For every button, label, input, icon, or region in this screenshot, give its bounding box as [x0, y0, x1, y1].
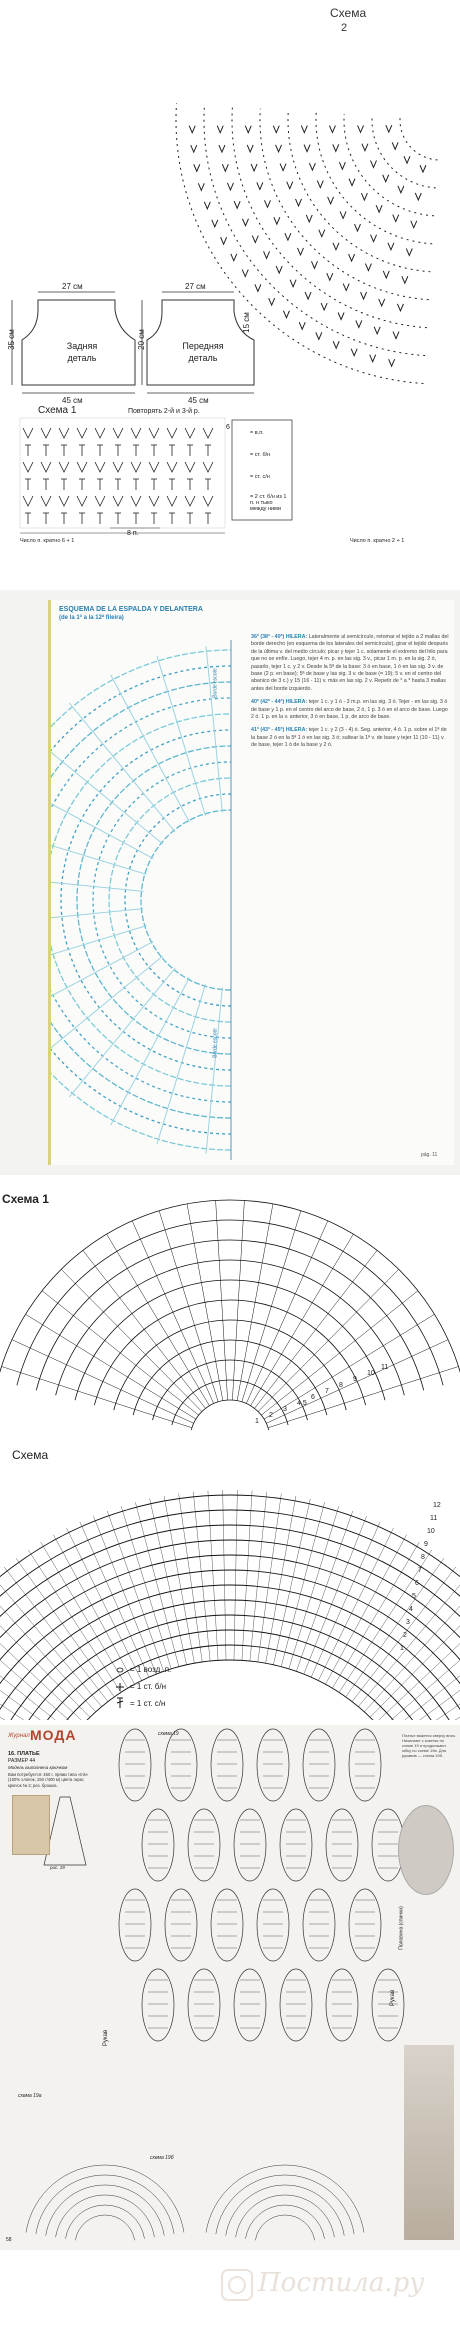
v-stitch	[361, 292, 367, 299]
para1-text: Lateralmente al semicírculo, retomar el tejido a 2 mallas del borde derecho (en esquema de los laterales del semicírculo), girar el tejido después de la última v. del medio círculo; picar y tejer 1 c. solamente el extremo del hilo para que no se enfíe. Luego, tejer 4 m. p. en las sig. 3 v., picar 1 m. p. en la sig. 2 ó, pasarlo, tejer 1 c. y 2 v. Desde la 5ª de la base: 3 ó en base, 1 ó en las sig. 3 v. de base (2 p. en base); 5ª de base y las sig. 3 v. de base (= 19); 5 v. en el centro del abanico de 3 c.) y 15 (16 - 11) v. más en las sig. 2 v. Repetir de * a * hasta 3 mallas antes del borde izquierdo.	[251, 634, 449, 692]
v-stitch	[319, 230, 325, 237]
lace-detail-circle	[398, 1805, 454, 1895]
v-stitch	[255, 284, 261, 291]
grid-v-stitch	[23, 496, 33, 506]
schema-arc-row-number: 10	[427, 1528, 435, 1535]
watermark-text: Постила.ру	[258, 2268, 425, 2298]
sleeve-arc	[236, 2195, 335, 2237]
grid-v-stitch	[23, 428, 33, 438]
v-stitch	[351, 349, 357, 356]
v-stitch	[383, 175, 389, 182]
side-label-top: Borde escote	[212, 668, 219, 698]
grid-v-stitch	[185, 496, 195, 506]
v-stitch	[212, 220, 218, 227]
arc-legend-sc: = 1 ст. б/н	[130, 1682, 167, 1691]
schema-1-row-number: 11	[381, 1364, 389, 1371]
legend-ch: = в.п.	[250, 430, 264, 436]
multiple-right: Число п. кратно 2 + 1	[350, 538, 405, 544]
v-stitch	[362, 144, 368, 151]
v-stitch	[333, 341, 339, 348]
v-stitch	[388, 243, 394, 250]
v-stitch	[371, 235, 377, 242]
v-stitch	[290, 280, 296, 287]
v-stitch	[327, 273, 333, 280]
blue-ray	[51, 909, 143, 925]
fan3-ray	[261, 1291, 418, 1415]
fan-ring	[316, 112, 432, 244]
schema-19-label: схема 19	[158, 1731, 179, 1737]
v-stitch	[386, 125, 392, 132]
fan3-ray	[266, 1340, 448, 1424]
v-stitch	[274, 217, 280, 224]
header-sub: (de la 1ª a la 12ª fileira)	[59, 615, 124, 621]
grid-v-stitch	[59, 462, 69, 472]
fan3-ray	[26, 1314, 196, 1419]
v-stitch	[411, 221, 417, 228]
blue-ray	[51, 926, 147, 974]
v-stitch	[354, 224, 360, 231]
v-stitch	[311, 261, 317, 268]
blue-ray	[157, 656, 205, 816]
v-stitch	[191, 145, 197, 152]
grid-v-stitch	[167, 428, 177, 438]
fan3-ray	[159, 1211, 218, 1402]
grid-v-stitch	[59, 496, 69, 506]
v-stitch	[349, 254, 355, 261]
magazine-page	[48, 600, 454, 1165]
v-stitch	[370, 160, 376, 167]
v-stitch	[273, 126, 279, 133]
blue-ray	[206, 988, 222, 1154]
v-stitch	[420, 165, 426, 172]
model-photo-small	[12, 1795, 50, 1855]
fan3-ray	[107, 1234, 210, 1406]
v-stitch	[309, 163, 315, 170]
grid-v-stitch	[77, 462, 87, 472]
fan3-ray	[12, 1340, 194, 1424]
dress-page-diagrams	[0, 1725, 460, 2250]
brand-small: Журнал	[8, 1733, 30, 1739]
v-stitch	[252, 236, 258, 243]
v-stitch	[264, 251, 270, 258]
repeat-note: Повторять 2-й и 3-й р.	[128, 408, 200, 415]
back-piece-label: Задняя деталь	[66, 341, 98, 363]
v-stitch	[299, 322, 305, 329]
schema-2-fan-chart	[0, 0, 460, 550]
fan3-ray	[264, 1314, 434, 1419]
v-stitch	[343, 284, 349, 291]
sleeve-arc	[36, 2175, 174, 2234]
schema-arc-row-number: 7	[418, 1567, 422, 1574]
v-stitch	[269, 298, 275, 305]
v-stitch	[402, 276, 408, 283]
v-stitch	[328, 197, 334, 204]
blue-ray	[51, 780, 153, 859]
schema-1-row-number: 8	[339, 1382, 343, 1389]
grid-v-stitch	[203, 496, 213, 506]
v-stitch	[217, 126, 223, 133]
v-stitch	[333, 144, 339, 151]
v-stitch	[219, 145, 225, 152]
grid-v-stitch	[41, 462, 51, 472]
side-label-bottom: Borde escote	[212, 1028, 219, 1058]
v-stitch	[242, 219, 248, 226]
grid-v-stitch	[41, 428, 51, 438]
v-stitch	[287, 182, 293, 189]
multiple-left: Число п. кратно 6 + 1	[20, 538, 75, 544]
dim-top-back: 27 см	[62, 282, 83, 291]
fan3-ring	[36, 1240, 423, 1390]
para3-text: tejer 1 c. y 2 (3 - 4) ó. Seg. anterior, 4 ó. 1 p. sobre el 1ª de la base 2 ó en la 5ª 1 ó en las sig. 3 ó; saltear la 1ª v. de base y tejer 11 (10 - 11) v. de base, tejer 1 ó de la base y 2 ó.	[251, 727, 447, 749]
half-front-label: Половина (спинки)	[398, 1906, 405, 1950]
fan3-ray	[242, 1211, 301, 1402]
grid-v-stitch	[77, 428, 87, 438]
blue-ray	[69, 703, 175, 832]
schema-arc-row-number: 11	[430, 1515, 438, 1522]
watermark-area	[0, 2250, 460, 2329]
schema-2-number: 2	[341, 22, 348, 34]
arc-legend-dc: = 1 ст. с/н	[130, 1699, 166, 1708]
page-number-58: 58	[6, 2237, 12, 2243]
v-stitch	[376, 205, 382, 212]
fan3-ray	[2, 1366, 192, 1427]
grid-v-stitch	[113, 496, 123, 506]
grid-v-stitch	[95, 462, 105, 472]
v-stitch	[189, 126, 195, 133]
dim-top-front: 27 см	[185, 282, 206, 291]
page-number: pág. 11	[421, 1152, 438, 1158]
panel-schema-1-fan	[0, 1190, 460, 1435]
v-stitch	[321, 303, 327, 310]
v-stitch	[404, 156, 410, 163]
rapport-label: 8 п.	[127, 530, 139, 537]
v-stitch	[276, 266, 282, 273]
schema-1-row-number: 4,5	[297, 1400, 307, 1407]
schema-1-row-number: 3	[283, 1406, 287, 1413]
sleeve-arc	[216, 2175, 354, 2234]
arc-legend-ch: = 1 возд. п.	[130, 1665, 172, 1674]
v-stitch	[370, 355, 376, 362]
schema-2-title: Схема	[330, 6, 367, 20]
grid-v-stitch	[131, 428, 141, 438]
v-stitch	[338, 313, 344, 320]
v-stitch	[392, 142, 398, 149]
dim-yoke-front: 15 см	[241, 312, 251, 333]
item-title: 16. ПЛАТЬЕ	[8, 1751, 40, 1757]
fan3-ray	[42, 1291, 199, 1415]
grid-v-stitch	[167, 462, 177, 472]
v-stitch	[365, 264, 371, 271]
blue-ray	[51, 738, 163, 844]
schema-1-row-number: 10	[367, 1370, 375, 1377]
legend-dc: = ст. с/н	[250, 474, 270, 480]
panel-schema-1-2	[0, 0, 460, 550]
model-note: Модель выполнена крючком	[8, 1765, 68, 1770]
sleeve-left-label: Рукав	[103, 2029, 110, 2047]
schema-arc-row-number: 6	[415, 1580, 419, 1587]
fan-ring	[344, 114, 434, 216]
v-stitch	[397, 304, 403, 311]
v-stitch	[305, 292, 311, 299]
sleeve-arc	[56, 2195, 155, 2237]
v-stitch	[280, 164, 286, 171]
fan3-ray	[268, 1366, 458, 1427]
schema-19a-label: схема 19а	[18, 2093, 42, 2099]
panel-schema-arc	[0, 1440, 460, 1720]
v-stitch	[361, 193, 367, 200]
fan3-ray	[61, 1269, 202, 1411]
v-stitch	[415, 193, 421, 200]
schema-1-fan-chart	[0, 1190, 460, 1435]
v-stitch	[406, 248, 412, 255]
blue-ray	[51, 875, 143, 891]
v-stitch	[393, 332, 399, 339]
para3-title: 41ª (43ª - 45ª) HILERA:	[251, 727, 308, 734]
v-stitch	[356, 320, 362, 327]
v-stitch	[222, 164, 228, 171]
v-stitch	[393, 215, 399, 222]
grid-v-stitch	[149, 462, 159, 472]
sleeve-arc	[75, 2215, 134, 2240]
header-title: ESQUEMA DE LA ESPALDA Y DELANTERA	[59, 606, 203, 613]
fan3-ring	[191, 1400, 268, 1430]
grid-v-stitch	[113, 462, 123, 472]
schema-1-row-number: 9	[353, 1376, 357, 1383]
blue-ray	[157, 984, 205, 1144]
schema-arc-row-number: 5	[412, 1593, 416, 1600]
v-stitch	[329, 126, 335, 133]
sleeve-arc	[255, 2215, 314, 2240]
sleeve-arc	[46, 2185, 165, 2236]
v-stitch	[297, 248, 303, 255]
grid-v-stitch	[131, 496, 141, 506]
grid-v-stitch	[203, 462, 213, 472]
v-stitch	[231, 254, 237, 261]
v-stitch	[276, 145, 282, 152]
v-stitch	[242, 270, 248, 277]
v-stitch	[194, 164, 200, 171]
grid-v-stitch	[185, 428, 195, 438]
grid-v-stitch	[113, 428, 123, 438]
grid-v-stitch	[203, 428, 213, 438]
brand-big: МОДА	[30, 1727, 77, 1743]
v-stitch	[283, 311, 289, 318]
size-line: РАЗМЕР 44	[8, 1758, 36, 1764]
v-stitch	[251, 164, 257, 171]
arc-legend-symbols	[0, 1440, 460, 1720]
fan3-ray	[251, 1234, 354, 1406]
grid-v-stitch	[95, 428, 105, 438]
schema-arc-row-number: 1	[400, 1645, 404, 1652]
schema-1-row-number: 2	[269, 1412, 273, 1419]
blue-ray	[51, 826, 147, 874]
v-stitch	[339, 162, 345, 169]
model-photo-large	[404, 2045, 454, 2240]
schema-arc-row-number: 3	[406, 1619, 410, 1626]
v-stitch	[349, 179, 355, 186]
dim-height-front: 20 см	[136, 329, 146, 350]
grid-v-stitch	[41, 496, 51, 506]
v-stitch	[304, 145, 310, 152]
v-stitch	[227, 183, 233, 190]
fan-ring	[400, 117, 437, 159]
para2-text: tejer 1 c. y 1 ó - 3 m.p. en las sig. 3 ó. Tejer - en las sig. 3 ó de base y 1 p. en el centro del arco de base, 2 ó, 1 p. 3 ó en el arco de base. Luego 2 ó. 1 p. en la v. anterior, 3 ó en base, 1 p. de arco de base.	[251, 699, 448, 721]
fan-ring	[260, 109, 429, 300]
panel-spanish-page	[0, 590, 460, 1175]
row-count: 6	[226, 424, 230, 431]
grid-v-stitch	[149, 428, 159, 438]
sleeve-arc	[226, 2185, 345, 2236]
schema-1-row-number: 6	[311, 1394, 315, 1401]
front-piece-label: Передняя деталь	[182, 341, 224, 363]
para1-title: 36ª (38ª - 40ª) HILERA:	[251, 634, 308, 640]
legend-sc: = ст. б/н	[250, 452, 271, 458]
schema-1-row-number: 1	[255, 1418, 259, 1425]
v-stitch	[379, 299, 385, 306]
fan-ring	[288, 110, 430, 271]
blue-ray	[51, 941, 153, 1020]
v-stitch	[333, 243, 339, 250]
grid-v-stitch	[185, 462, 195, 472]
v-stitch	[285, 233, 291, 240]
v-stitch	[245, 126, 251, 133]
v-stitch	[383, 271, 389, 278]
v-stitch	[247, 145, 253, 152]
v-stitch	[296, 199, 302, 206]
v-stitch	[234, 201, 240, 208]
v-stitch	[257, 182, 263, 189]
v-stitch	[204, 202, 210, 209]
fan-ring	[372, 116, 436, 188]
v-stitch	[317, 181, 323, 188]
materials: Вам потребуется: 450 г. пряжи типа «Iris» (100% хлопок, 150 г/400 м) цвета экрю; крючок № 2; рез. брошка.	[8, 1772, 89, 1788]
legend-v: = 2 ст. б/н из 1 п. н тыко между ними	[250, 494, 287, 512]
schema-19b-label: схема 19б	[150, 2155, 174, 2161]
v-stitch	[340, 211, 346, 218]
grid-v-stitch	[23, 462, 33, 472]
schema-1-title: Схема 1	[38, 405, 77, 416]
fig-label: рис. 19	[50, 1865, 65, 1870]
schema-arc-row-number: 8	[421, 1554, 425, 1561]
v-stitch	[389, 359, 395, 366]
schema-1-row-number: 7	[325, 1388, 329, 1395]
v-stitch	[301, 126, 307, 133]
grid-v-stitch	[59, 428, 69, 438]
schema-arc-row-number: 4	[409, 1606, 413, 1613]
grid-v-stitch	[77, 496, 87, 506]
dim-bottom-front: 45 см	[188, 396, 209, 405]
side-text: Платье вяжется сверху вниз. Начинают с кокетки по схеме 19 и продолжают юбку по схеме 19а. Для рукавов — схема 19б.	[402, 1733, 456, 1758]
grid-v-stitch	[131, 462, 141, 472]
grid-v-stitch	[149, 496, 159, 506]
grid-v-stitch	[167, 496, 177, 506]
schema-1-fan-title: Схема 1	[2, 1192, 49, 1206]
v-stitch	[374, 327, 380, 334]
schema-arc-title: Схема	[12, 1448, 49, 1462]
sleeve-right-label: Рукав	[390, 1989, 397, 2007]
dim-bottom-back: 45 см	[62, 396, 83, 405]
schema-arc-row-number: 2	[403, 1632, 407, 1639]
v-stitch	[198, 183, 204, 190]
dress-sketch	[44, 1797, 86, 1865]
schema-arc-row-number: 9	[424, 1541, 428, 1548]
instructions-column	[251, 634, 451, 750]
v-stitch	[264, 200, 270, 207]
fan3-ring	[17, 1220, 443, 1385]
schema-arc-row-number: 12	[433, 1502, 441, 1509]
v-stitch	[316, 332, 322, 339]
v-stitch	[398, 186, 404, 193]
para2-title: 40ª (42ª - 44ª) HILERA:	[251, 699, 308, 706]
v-stitch	[358, 125, 364, 132]
grid-v-stitch	[95, 496, 105, 506]
dim-height-back: 35 см	[6, 329, 16, 350]
v-stitch	[306, 215, 312, 222]
v-stitch	[221, 237, 227, 244]
panel-dress-page	[0, 1725, 460, 2250]
